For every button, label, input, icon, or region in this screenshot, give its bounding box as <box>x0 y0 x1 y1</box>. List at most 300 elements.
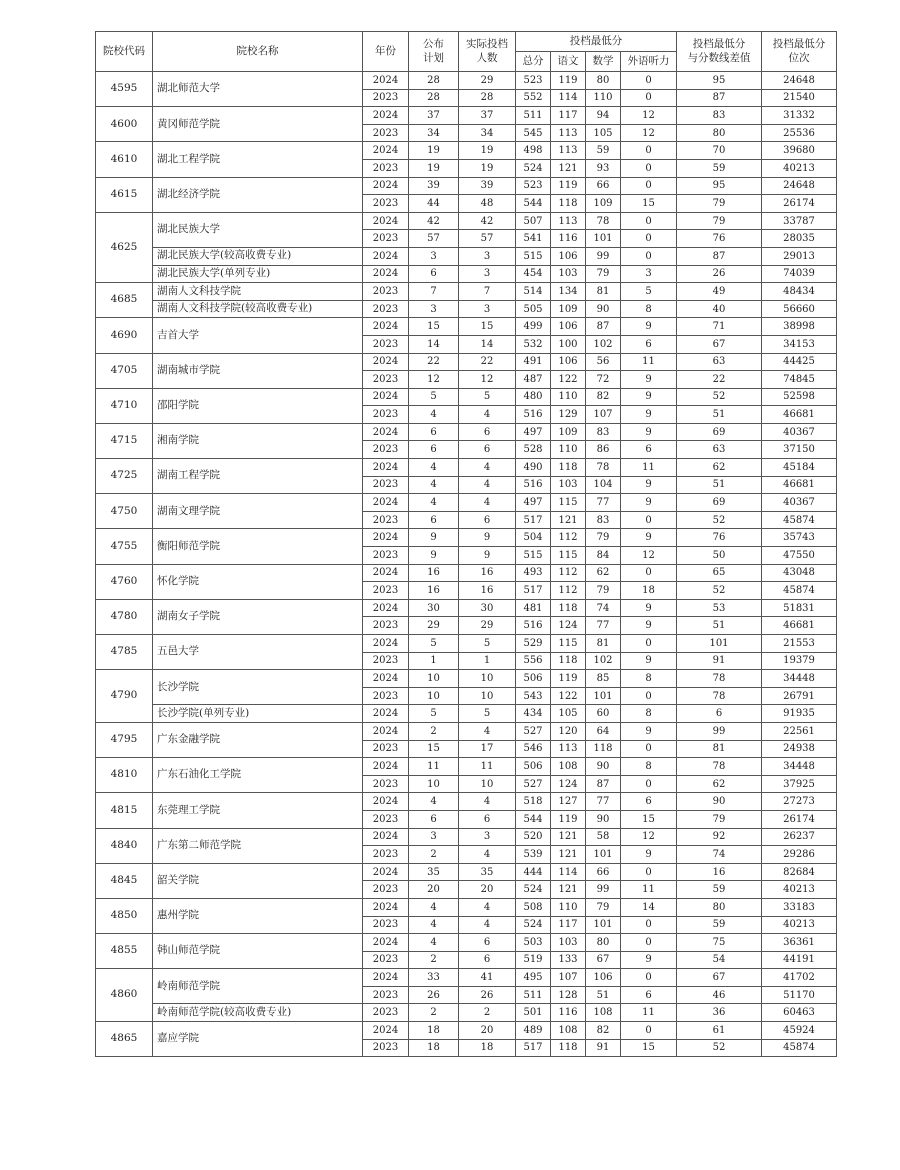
school-name: 广东金融学院 <box>153 722 363 757</box>
plan-cell: 7 <box>409 283 459 301</box>
listening-score-cell: 0 <box>621 934 677 952</box>
listening-score-cell: 8 <box>621 758 677 776</box>
year-cell: 2023 <box>363 775 409 793</box>
score-diff-cell: 62 <box>677 459 762 477</box>
rank-cell: 33787 <box>762 212 837 230</box>
year-cell: 2024 <box>363 72 409 90</box>
actual-cell: 3 <box>459 828 516 846</box>
actual-cell: 6 <box>459 423 516 441</box>
actual-cell: 15 <box>459 318 516 336</box>
chinese-score-cell: 108 <box>551 758 586 776</box>
math-score-cell: 104 <box>586 476 621 494</box>
year-cell: 2023 <box>363 582 409 600</box>
total-score-cell: 532 <box>516 335 551 353</box>
score-diff-cell: 6 <box>677 705 762 723</box>
score-diff-cell: 26 <box>677 265 762 283</box>
listening-score-cell: 12 <box>621 828 677 846</box>
rank-cell: 46681 <box>762 617 837 635</box>
score-diff-cell: 53 <box>677 599 762 617</box>
chinese-score-cell: 129 <box>551 406 586 424</box>
school-code: 4860 <box>96 969 153 1022</box>
total-score-cell: 515 <box>516 547 551 565</box>
listening-score-cell: 9 <box>621 722 677 740</box>
score-diff-cell: 69 <box>677 494 762 512</box>
table-row <box>96 283 837 301</box>
table-row <box>96 353 837 371</box>
chinese-score-cell: 134 <box>551 283 586 301</box>
listening-score-cell: 9 <box>621 951 677 969</box>
actual-cell: 5 <box>459 635 516 653</box>
actual-cell: 3 <box>459 247 516 265</box>
chinese-score-cell: 113 <box>551 212 586 230</box>
rank-cell: 74039 <box>762 265 837 283</box>
listening-score-cell: 14 <box>621 898 677 916</box>
total-score-cell: 506 <box>516 670 551 688</box>
actual-cell: 18 <box>459 1039 516 1057</box>
listening-score-cell: 9 <box>621 599 677 617</box>
rank-cell: 26791 <box>762 687 837 705</box>
chinese-score-cell: 119 <box>551 670 586 688</box>
plan-cell: 15 <box>409 740 459 758</box>
score-diff-cell: 59 <box>677 159 762 177</box>
actual-cell: 5 <box>459 705 516 723</box>
score-diff-cell: 52 <box>677 582 762 600</box>
school-name: 湖北民族大学(单列专业) <box>153 265 363 283</box>
year-cell: 2023 <box>363 846 409 864</box>
school-code: 4685 <box>96 283 153 318</box>
year-cell: 2023 <box>363 951 409 969</box>
actual-cell: 34 <box>459 124 516 142</box>
year-cell: 2024 <box>363 388 409 406</box>
score-diff-cell: 74 <box>677 846 762 864</box>
math-score-cell: 74 <box>586 599 621 617</box>
actual-cell: 6 <box>459 511 516 529</box>
rank-cell: 29286 <box>762 846 837 864</box>
year-cell: 2024 <box>363 793 409 811</box>
plan-cell: 6 <box>409 810 459 828</box>
actual-cell: 20 <box>459 881 516 899</box>
school-code: 4715 <box>96 423 153 458</box>
score-diff-cell: 78 <box>677 670 762 688</box>
listening-score-cell: 0 <box>621 775 677 793</box>
listening-score-cell: 12 <box>621 124 677 142</box>
rank-cell: 45874 <box>762 1039 837 1057</box>
chinese-score-cell: 127 <box>551 793 586 811</box>
year-cell: 2023 <box>363 441 409 459</box>
score-diff-cell: 92 <box>677 828 762 846</box>
school-code: 4810 <box>96 758 153 793</box>
school-name: 广东第二师范学院 <box>153 828 363 863</box>
table-header <box>96 32 837 72</box>
listening-score-cell: 9 <box>621 318 677 336</box>
chinese-score-cell: 128 <box>551 986 586 1004</box>
rank-cell: 31332 <box>762 107 837 125</box>
total-score-cell: 490 <box>516 459 551 477</box>
total-score-cell: 546 <box>516 740 551 758</box>
chinese-score-cell: 109 <box>551 300 586 318</box>
actual-cell: 9 <box>459 529 516 547</box>
total-score-cell: 516 <box>516 617 551 635</box>
rank-cell: 21540 <box>762 89 837 107</box>
chinese-score-cell: 105 <box>551 705 586 723</box>
rank-cell: 26174 <box>762 195 837 213</box>
rank-cell: 37925 <box>762 775 837 793</box>
plan-cell: 4 <box>409 793 459 811</box>
plan-cell: 18 <box>409 1039 459 1057</box>
score-diff-cell: 36 <box>677 1004 762 1022</box>
plan-cell: 33 <box>409 969 459 987</box>
score-diff-cell: 80 <box>677 124 762 142</box>
rank-cell: 24938 <box>762 740 837 758</box>
year-cell: 2024 <box>363 722 409 740</box>
table-row <box>96 423 837 441</box>
plan-cell: 4 <box>409 476 459 494</box>
listening-score-cell: 11 <box>621 353 677 371</box>
year-cell: 2024 <box>363 705 409 723</box>
score-diff-cell: 83 <box>677 107 762 125</box>
total-score-cell: 514 <box>516 283 551 301</box>
total-score-cell: 527 <box>516 722 551 740</box>
score-diff-cell: 52 <box>677 388 762 406</box>
year-cell: 2023 <box>363 881 409 899</box>
total-score-cell: 556 <box>516 652 551 670</box>
school-code: 4865 <box>96 1022 153 1057</box>
actual-cell: 10 <box>459 687 516 705</box>
actual-cell: 4 <box>459 406 516 424</box>
school-code: 4815 <box>96 793 153 828</box>
math-score-cell: 106 <box>586 969 621 987</box>
total-score-cell: 528 <box>516 441 551 459</box>
listening-score-cell: 0 <box>621 635 677 653</box>
year-cell: 2023 <box>363 371 409 389</box>
actual-cell: 28 <box>459 89 516 107</box>
header-diff: 投档最低分 与分数线差值 <box>677 32 762 72</box>
chinese-score-cell: 103 <box>551 934 586 952</box>
total-score-cell: 444 <box>516 863 551 881</box>
chinese-score-cell: 113 <box>551 142 586 160</box>
math-score-cell: 99 <box>586 247 621 265</box>
listening-score-cell: 0 <box>621 212 677 230</box>
plan-cell: 14 <box>409 335 459 353</box>
rank-cell: 38998 <box>762 318 837 336</box>
score-diff-cell: 61 <box>677 1022 762 1040</box>
math-score-cell: 91 <box>586 1039 621 1057</box>
year-cell: 2023 <box>363 916 409 934</box>
actual-cell: 4 <box>459 459 516 477</box>
math-score-cell: 82 <box>586 388 621 406</box>
total-score-cell: 454 <box>516 265 551 283</box>
actual-cell: 29 <box>459 617 516 635</box>
school-name: 黄冈师范学院 <box>153 107 363 142</box>
listening-score-cell: 9 <box>621 406 677 424</box>
listening-score-cell: 0 <box>621 863 677 881</box>
chinese-score-cell: 121 <box>551 881 586 899</box>
school-code: 4690 <box>96 318 153 353</box>
score-diff-cell: 46 <box>677 986 762 1004</box>
plan-cell: 4 <box>409 459 459 477</box>
plan-cell: 28 <box>409 72 459 90</box>
listening-score-cell: 11 <box>621 881 677 899</box>
table-row <box>96 72 837 90</box>
year-cell: 2024 <box>363 265 409 283</box>
year-cell: 2024 <box>363 934 409 952</box>
chinese-score-cell: 117 <box>551 916 586 934</box>
header-math: 数学 <box>586 52 621 72</box>
rank-cell: 34153 <box>762 335 837 353</box>
math-score-cell: 81 <box>586 283 621 301</box>
math-score-cell: 64 <box>586 722 621 740</box>
rank-cell: 34448 <box>762 758 837 776</box>
math-score-cell: 59 <box>586 142 621 160</box>
chinese-score-cell: 115 <box>551 635 586 653</box>
plan-cell: 42 <box>409 212 459 230</box>
rank-cell: 22561 <box>762 722 837 740</box>
math-score-cell: 62 <box>586 564 621 582</box>
actual-cell: 1 <box>459 652 516 670</box>
school-name: 怀化学院 <box>153 564 363 599</box>
total-score-cell: 507 <box>516 212 551 230</box>
school-code: 4755 <box>96 529 153 564</box>
chinese-score-cell: 103 <box>551 265 586 283</box>
actual-cell: 41 <box>459 969 516 987</box>
total-score-cell: 524 <box>516 916 551 934</box>
rank-cell: 44191 <box>762 951 837 969</box>
actual-cell: 19 <box>459 159 516 177</box>
actual-cell: 16 <box>459 582 516 600</box>
plan-cell: 2 <box>409 846 459 864</box>
listening-score-cell: 9 <box>621 388 677 406</box>
actual-cell: 4 <box>459 916 516 934</box>
chinese-score-cell: 119 <box>551 810 586 828</box>
actual-cell: 6 <box>459 810 516 828</box>
score-diff-cell: 52 <box>677 1039 762 1057</box>
plan-cell: 16 <box>409 582 459 600</box>
rank-cell: 45924 <box>762 1022 837 1040</box>
table-row <box>96 142 837 160</box>
year-cell: 2023 <box>363 687 409 705</box>
actual-cell: 57 <box>459 230 516 248</box>
plan-cell: 4 <box>409 898 459 916</box>
school-code: 4790 <box>96 670 153 723</box>
total-score-cell: 481 <box>516 599 551 617</box>
table-row <box>96 529 837 547</box>
score-diff-cell: 79 <box>677 212 762 230</box>
total-score-cell: 519 <box>516 951 551 969</box>
chinese-score-cell: 122 <box>551 687 586 705</box>
score-diff-cell: 67 <box>677 335 762 353</box>
listening-score-cell: 9 <box>621 494 677 512</box>
math-score-cell: 90 <box>586 300 621 318</box>
math-score-cell: 93 <box>586 159 621 177</box>
plan-cell: 15 <box>409 318 459 336</box>
total-score-cell: 511 <box>516 986 551 1004</box>
rank-cell: 74845 <box>762 371 837 389</box>
score-diff-cell: 59 <box>677 916 762 934</box>
listening-score-cell: 9 <box>621 846 677 864</box>
rank-cell: 51831 <box>762 599 837 617</box>
math-score-cell: 90 <box>586 810 621 828</box>
total-score-cell: 511 <box>516 107 551 125</box>
plan-cell: 57 <box>409 230 459 248</box>
chinese-score-cell: 112 <box>551 564 586 582</box>
school-code: 4615 <box>96 177 153 212</box>
rank-cell: 33183 <box>762 898 837 916</box>
math-score-cell: 87 <box>586 775 621 793</box>
plan-cell: 3 <box>409 247 459 265</box>
listening-score-cell: 15 <box>621 1039 677 1057</box>
rank-cell: 45874 <box>762 582 837 600</box>
plan-cell: 9 <box>409 529 459 547</box>
actual-cell: 42 <box>459 212 516 230</box>
rank-cell: 34448 <box>762 670 837 688</box>
actual-cell: 10 <box>459 775 516 793</box>
rank-cell: 35743 <box>762 529 837 547</box>
school-name: 湖北师范大学 <box>153 72 363 107</box>
school-name: 湖北工程学院 <box>153 142 363 177</box>
listening-score-cell: 3 <box>621 265 677 283</box>
score-diff-cell: 91 <box>677 652 762 670</box>
plan-cell: 16 <box>409 564 459 582</box>
math-score-cell: 77 <box>586 494 621 512</box>
listening-score-cell: 0 <box>621 511 677 529</box>
chinese-score-cell: 116 <box>551 230 586 248</box>
table-row <box>96 828 837 846</box>
rank-cell: 52598 <box>762 388 837 406</box>
score-diff-cell: 54 <box>677 951 762 969</box>
school-name: 岭南师范学院(较高收费专业) <box>153 1004 363 1022</box>
year-cell: 2023 <box>363 300 409 318</box>
school-code: 4625 <box>96 212 153 282</box>
year-cell: 2023 <box>363 124 409 142</box>
rank-cell: 45184 <box>762 459 837 477</box>
score-diff-cell: 65 <box>677 564 762 582</box>
total-score-cell: 499 <box>516 318 551 336</box>
table-row <box>96 177 837 195</box>
plan-cell: 28 <box>409 89 459 107</box>
listening-score-cell: 0 <box>621 564 677 582</box>
listening-score-cell: 9 <box>621 529 677 547</box>
actual-cell: 4 <box>459 494 516 512</box>
score-diff-cell: 67 <box>677 969 762 987</box>
plan-cell: 4 <box>409 916 459 934</box>
math-score-cell: 102 <box>586 652 621 670</box>
listening-score-cell: 6 <box>621 335 677 353</box>
score-diff-cell: 40 <box>677 300 762 318</box>
plan-cell: 12 <box>409 371 459 389</box>
math-score-cell: 83 <box>586 423 621 441</box>
actual-cell: 6 <box>459 934 516 952</box>
chinese-score-cell: 121 <box>551 159 586 177</box>
year-cell: 2023 <box>363 810 409 828</box>
plan-cell: 30 <box>409 599 459 617</box>
rank-cell: 21553 <box>762 635 837 653</box>
school-name: 五邑大学 <box>153 635 363 670</box>
header-plan: 公布 计划 <box>409 32 459 72</box>
score-diff-cell: 50 <box>677 547 762 565</box>
rank-cell: 41702 <box>762 969 837 987</box>
rank-cell: 40367 <box>762 423 837 441</box>
table-row <box>96 265 837 283</box>
table-row <box>96 459 837 477</box>
math-score-cell: 79 <box>586 265 621 283</box>
chinese-score-cell: 124 <box>551 775 586 793</box>
listening-score-cell: 15 <box>621 810 677 828</box>
year-cell: 2024 <box>363 635 409 653</box>
score-diff-cell: 95 <box>677 177 762 195</box>
school-code: 4710 <box>96 388 153 423</box>
year-cell: 2024 <box>363 1022 409 1040</box>
math-score-cell: 77 <box>586 793 621 811</box>
actual-cell: 19 <box>459 142 516 160</box>
math-score-cell: 86 <box>586 441 621 459</box>
score-diff-cell: 49 <box>677 283 762 301</box>
listening-score-cell: 8 <box>621 705 677 723</box>
total-score-cell: 545 <box>516 124 551 142</box>
chinese-score-cell: 100 <box>551 335 586 353</box>
rank-cell: 27273 <box>762 793 837 811</box>
actual-cell: 9 <box>459 547 516 565</box>
total-score-cell: 505 <box>516 300 551 318</box>
rank-cell: 48434 <box>762 283 837 301</box>
actual-cell: 3 <box>459 265 516 283</box>
listening-score-cell: 8 <box>621 300 677 318</box>
listening-score-cell: 9 <box>621 423 677 441</box>
school-name: 韶关学院 <box>153 863 363 898</box>
actual-cell: 29 <box>459 72 516 90</box>
rank-cell: 40367 <box>762 494 837 512</box>
rank-cell: 44425 <box>762 353 837 371</box>
school-code: 4600 <box>96 107 153 142</box>
school-name: 湖北民族大学(较高收费专业) <box>153 247 363 265</box>
listening-score-cell: 5 <box>621 283 677 301</box>
total-score-cell: 544 <box>516 810 551 828</box>
listening-score-cell: 9 <box>621 371 677 389</box>
rank-cell: 26174 <box>762 810 837 828</box>
listening-score-cell: 9 <box>621 652 677 670</box>
total-score-cell: 497 <box>516 494 551 512</box>
school-code: 4780 <box>96 599 153 634</box>
plan-cell: 6 <box>409 441 459 459</box>
school-name: 吉首大学 <box>153 318 363 353</box>
rank-cell: 47550 <box>762 547 837 565</box>
math-score-cell: 87 <box>586 318 621 336</box>
math-score-cell: 72 <box>586 371 621 389</box>
school-name: 岭南师范学院 <box>153 969 363 1004</box>
math-score-cell: 101 <box>586 687 621 705</box>
total-score-cell: 506 <box>516 758 551 776</box>
school-code: 4760 <box>96 564 153 599</box>
school-code: 4845 <box>96 863 153 898</box>
total-score-cell: 480 <box>516 388 551 406</box>
year-cell: 2024 <box>363 969 409 987</box>
year-cell: 2024 <box>363 758 409 776</box>
math-score-cell: 90 <box>586 758 621 776</box>
actual-cell: 26 <box>459 986 516 1004</box>
math-score-cell: 82 <box>586 1022 621 1040</box>
rank-cell: 36361 <box>762 934 837 952</box>
listening-score-cell: 0 <box>621 1022 677 1040</box>
chinese-score-cell: 117 <box>551 107 586 125</box>
header-listening: 外语听力 <box>621 52 677 72</box>
total-score-cell: 508 <box>516 898 551 916</box>
rank-cell: 45874 <box>762 511 837 529</box>
chinese-score-cell: 108 <box>551 1022 586 1040</box>
table-row <box>96 670 837 688</box>
school-code: 4595 <box>96 72 153 107</box>
rank-cell: 46681 <box>762 476 837 494</box>
score-diff-cell: 75 <box>677 934 762 952</box>
total-score-cell: 517 <box>516 511 551 529</box>
